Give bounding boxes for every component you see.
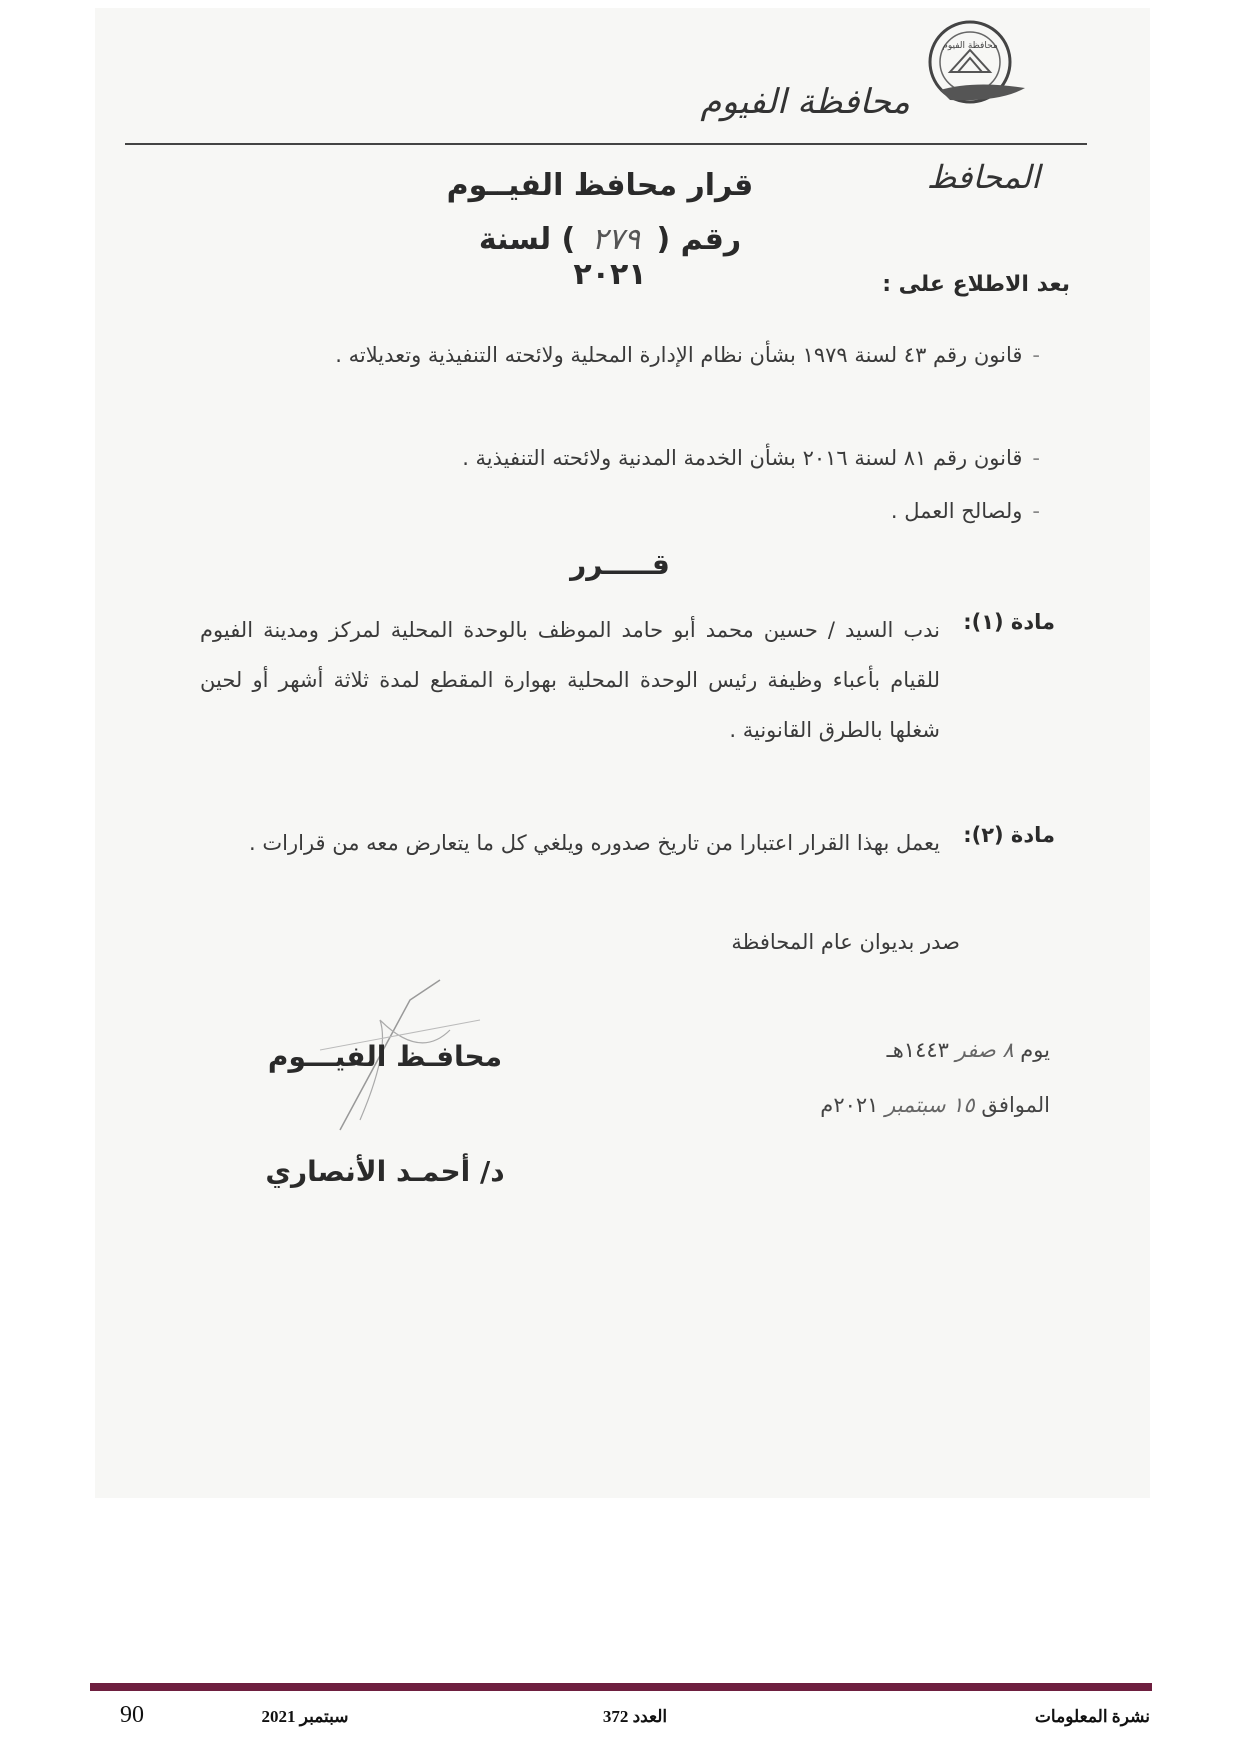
gregorian-handwritten: ١٥ سبتمبر xyxy=(885,1093,975,1117)
preamble-item-text: قانون رقم ٨١ لسنة ٢٠١٦ بشأن الخدمة المدنية ولائحته التنفيذية . xyxy=(462,446,1023,470)
preamble-item-text: قانون رقم ٤٣ لسنة ١٩٧٩ بشأن نظام الإدارة المحلية ولائحته التنفيذية وتعديلاته . xyxy=(335,343,1023,367)
preamble-heading: بعد الاطلاع على : xyxy=(882,272,1070,297)
number-handwritten: ٢٧٩ xyxy=(591,222,641,257)
governorate-name: محافظة الفيوم xyxy=(700,82,910,122)
footer-publication: نشرة المعلومات xyxy=(1034,1707,1150,1726)
issued-at: صدر بديوان عام المحافظة xyxy=(731,930,960,954)
decree-title: قرار محافظ الفيــوم xyxy=(446,168,754,203)
article-2-label: مادة (٢): xyxy=(963,823,1055,847)
gregorian-year: ٢٠٢١م xyxy=(820,1093,879,1117)
bullet-dash: - xyxy=(1032,343,1040,367)
hijri-handwritten: ٨ صفر xyxy=(955,1038,1014,1062)
office-label: المحافظ xyxy=(926,158,1040,196)
preamble-item-text: ولصالح العمل . xyxy=(890,499,1023,523)
article-1-label: مادة (١): xyxy=(963,610,1055,634)
preamble-item xyxy=(200,435,1040,481)
seal-text: محافظة الفيوم xyxy=(942,41,998,51)
header-divider xyxy=(125,143,1087,145)
number-prefix: رقم ( xyxy=(656,222,742,257)
article-2-text: يعمل بهذا القرار اعتبارا من تاريخ صدوره ويلغي كل ما يتعارض معه من قرارات . xyxy=(249,831,940,855)
article-1-text: ندب السيد / حسين محمد أبو حامد الموظف بالوحدة المحلية لمركز ومدينة الفيوم للقيام بأعباء وظيفة رئيس الوحدة المحلية بهوارة المقطع لمدة ثلاثة أشهر أو لحين شغلها بالطرق القانونية . xyxy=(200,618,940,742)
bullet-dash: - xyxy=(1032,446,1040,470)
decided-heading: قـــــرر xyxy=(570,548,670,581)
preamble-item xyxy=(200,332,1040,378)
preamble-item xyxy=(200,488,1040,534)
footer-bar xyxy=(90,1683,1152,1691)
signatory-name: د/ أحمـد الأنصاري xyxy=(265,1155,505,1188)
gregorian-prefix: الموافق xyxy=(981,1093,1050,1117)
governorate-seal-icon xyxy=(920,10,1030,120)
page-number: 90 xyxy=(120,1702,144,1728)
gregorian-date xyxy=(730,1093,1050,1117)
footer-month: سبتمبر 2021 xyxy=(261,1707,349,1726)
hijri-prefix: يوم xyxy=(1020,1038,1050,1062)
footer-issue: العدد 372 xyxy=(602,1707,668,1726)
decree-number xyxy=(440,222,780,292)
signatory-title: محافـظ الفيـــوم xyxy=(267,1040,503,1073)
hijri-date xyxy=(730,1038,1050,1062)
hijri-year: ١٤٤٣هـ xyxy=(886,1038,949,1062)
bullet-dash: - xyxy=(1032,499,1040,523)
number-suffix: ) لسنة ٢٠٢١ xyxy=(478,222,647,292)
